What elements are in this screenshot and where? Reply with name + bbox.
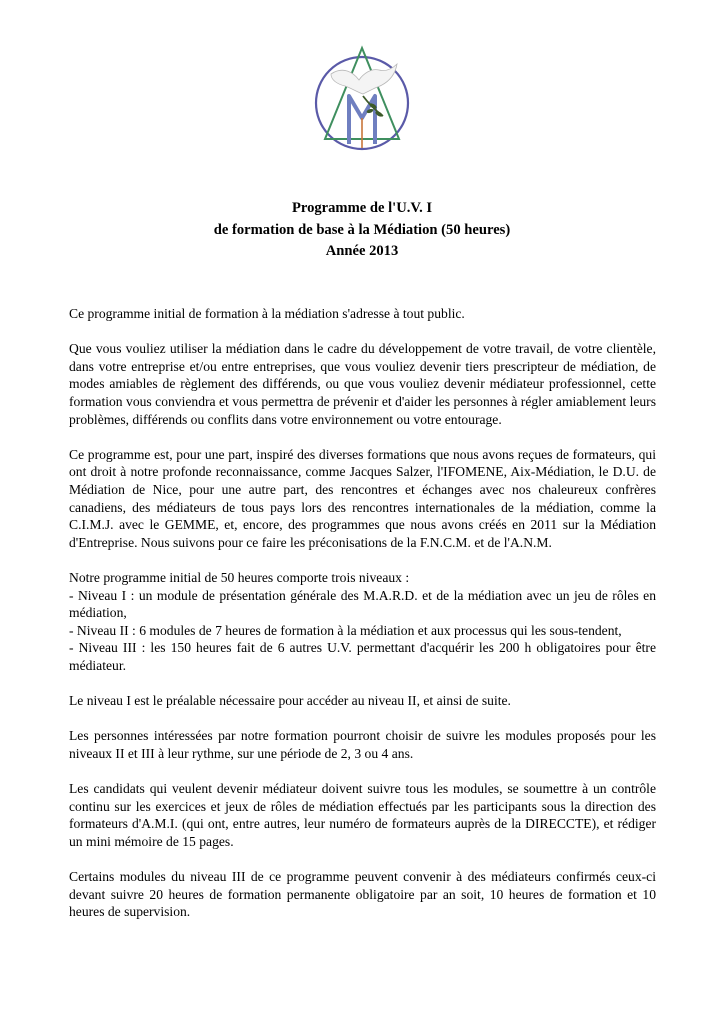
level-2-item: - Niveau II : 6 modules de 7 heures de formation à la médiation et aux processus qui les sous-tendent, xyxy=(69,622,622,638)
title-line-3: Année 2013 xyxy=(325,243,399,259)
paragraph-prerequisite: Le niveau I est le préalable nécessaire pour accéder au niveau II, et ainsi de suite. xyxy=(69,693,511,709)
paragraph-inspiration: Ce programme est, pour une part, inspiré des diverses formations que nous avons reçues de formateurs, qui ont droit à notre profonde reconnaissance, comme Jacques Salzer, l'IFOMENE, Aix-Médiation, le D.U. de Médiation de Nice, pour une autre part, des rencontres et échanges avec nos chaleureux confrères canadiens, des médiateurs de tous pays lors des rencontres internationales de la médiation, comme la C.I.M.J. avec le GEMME, et, encore, des programmes que nous avons créés en 2011 sur la Médiation d'Entreprise. Nous suivons pour ce faire les préconisations de la F.N.C.M. et de l'A.N.M. xyxy=(69,446,656,550)
level-3-item: - Niveau III : les 150 heures fait de 6 autres U.V. permettant d'acquérir les 200 h obligatoires pour être médiateur. xyxy=(69,640,656,673)
logo-dove xyxy=(331,64,397,94)
level-1-item: - Niveau I : un module de présentation générale des M.A.R.D. et de la médiation avec un jeu de rôles en médiation, xyxy=(69,587,656,621)
title-line-1: Programme de l'U.V. I xyxy=(291,200,433,216)
document-title xyxy=(0,198,724,263)
levels-intro: Notre programme initial de 50 heures comporte trois niveaux : xyxy=(69,569,410,585)
paragraph-confirmed-mediators: Certains modules du niveau III de ce programme peuvent convenir à des médiateurs confirmés ceux-ci devant suivre 20 heures de formation permanente obligatoire par an soit, 10 heures de formation et 10 heures de supervision. xyxy=(69,869,656,920)
mediation-logo xyxy=(313,44,411,162)
paragraph-levels xyxy=(69,569,656,675)
paragraph-candidates: Les candidats qui veulent devenir médiateur doivent suivre tous les modules, se soumettre à un contrôle continu sur les exercices et jeux de rôles de médiation effectués par les participants sous la direction des formateurs d'A.M.I. (qui ont, entre autres, leur numéro de formateurs auprès de la DIRECCTE), et rédiger un mini mémoire de 15 pages. xyxy=(69,781,656,849)
title-line-2: de formation de base à la Médiation (50 heures) xyxy=(213,221,511,238)
paragraph-audience: Que vous vouliez utiliser la médiation dans le cadre du développement de votre travail, de votre clientèle, dans votre entreprise et/ou entre entreprises, que vous vouliez devenir tiers prescripteur de médiation, de modes amiables de règlement des différends, ou que vous vouliez devenir médiateur professionnel, cette formation vous conviendra et vous permettra de prévenir et d'aider les personnes à régler amiablement leurs problèmes, différends ou conflits dans votre environnement ou votre entourage. xyxy=(69,341,656,427)
document-body xyxy=(69,305,656,938)
paragraph-intro: Ce programme initial de formation à la médiation s'adresse à tout public. xyxy=(69,306,465,321)
paragraph-rhythm: Les personnes intéressées par notre formation pourront choisir de suivre les modules proposés pour les niveaux II et III à leur rythme, sur une période de 2, 3 ou 4 ans. xyxy=(69,728,656,761)
